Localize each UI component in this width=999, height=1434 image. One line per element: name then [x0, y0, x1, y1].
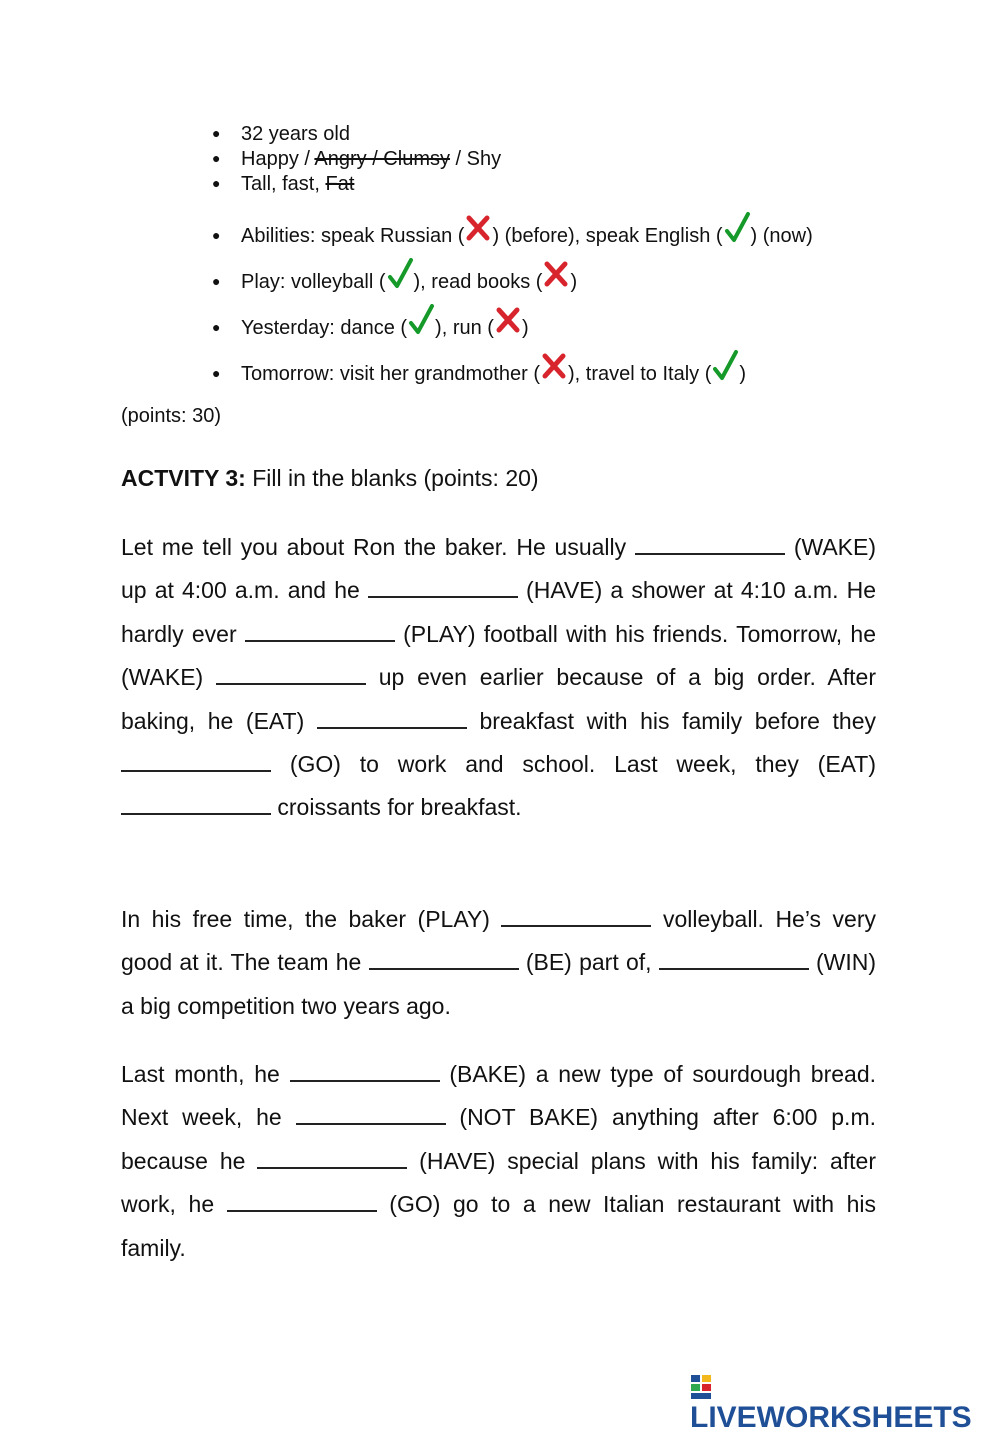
- blank-input[interactable]: [369, 946, 519, 970]
- blank-input[interactable]: [121, 748, 271, 772]
- liveworksheets-logo-icon: [690, 1374, 712, 1400]
- bullet-icon: ●: [212, 125, 221, 141]
- blank-input[interactable]: [317, 705, 467, 729]
- activity-title: Fill in the blanks (points: 20): [245, 465, 539, 491]
- cross-icon: [542, 258, 570, 292]
- list-item: ● Tall, fast, Fat: [212, 173, 355, 195]
- points-note: (points: 30): [121, 405, 222, 427]
- check-icon: [407, 304, 435, 338]
- check-icon: [386, 258, 414, 292]
- list-item: ● Play: volleyball ( ), read books ( ): [212, 258, 577, 295]
- list-item: ● Yesterday: dance ( ), run ( ): [212, 304, 529, 341]
- cross-icon: [540, 350, 568, 384]
- blank-input[interactable]: [245, 618, 395, 642]
- bullet-icon: ●: [212, 319, 221, 335]
- blank-input[interactable]: [257, 1145, 407, 1169]
- bullet-icon: ●: [212, 273, 221, 289]
- blank-input[interactable]: [659, 946, 809, 970]
- blank-input[interactable]: [216, 661, 366, 685]
- list-item: ● Happy / Angry / Clumsy / Shy: [212, 148, 502, 170]
- bullet-icon: ●: [212, 227, 221, 243]
- cross-icon: [494, 304, 522, 338]
- paragraph-2: In his free time, the baker (PLAY) volleyball. He’s very good at it. The team he (BE) part of, (WIN) a big competition two years ago.: [121, 898, 876, 1028]
- blank-input[interactable]: [635, 531, 785, 555]
- list-item: ● 32 years old: [212, 123, 350, 145]
- list-item: ● Tomorrow: visit her grandmother ( ), travel to Italy ( ): [212, 350, 746, 387]
- bullet-icon: ●: [212, 365, 221, 381]
- check-icon: [723, 212, 751, 246]
- bullet-list: [0, 0, 999, 400]
- blank-input[interactable]: [296, 1101, 446, 1125]
- activity-label: ACTVITY 3:: [121, 465, 246, 491]
- list-item: ● Abilities: speak Russian ( ) (before), speak English ( ) (now): [212, 212, 813, 249]
- bullet-icon: ●: [212, 150, 221, 166]
- blank-input[interactable]: [121, 791, 271, 815]
- blank-input[interactable]: [290, 1058, 440, 1082]
- liveworksheets-logo: LIVEWORKSHEETS: [690, 1373, 990, 1403]
- paragraph-1: Let me tell you about Ron the baker. He usually (WAKE) up at 4:00 a.m. and he (HAVE) a shower at 4:10 a.m. He hardly ever (PLAY) football with his friends. Tomorrow, he (WAKE) up even earlier because of a big order. After baking, he (EAT) breakfast with his family before they (GO) to work and school. Last week, they (EAT) croissants for breakfast.: [121, 526, 876, 830]
- blank-input[interactable]: [368, 574, 518, 598]
- activity-heading: [121, 465, 539, 492]
- cross-icon: [464, 212, 492, 246]
- blank-input[interactable]: [227, 1188, 377, 1212]
- blank-input[interactable]: [501, 903, 651, 927]
- bullet-icon: ●: [212, 175, 221, 191]
- paragraph-3: Last month, he (BAKE) a new type of sourdough bread. Next week, he (NOT BAKE) anything after 6:00 p.m. because he (HAVE) special plans with his family: after work, he (GO) go to a new Italian restaurant with his family.: [121, 1053, 876, 1270]
- check-icon: [711, 350, 739, 384]
